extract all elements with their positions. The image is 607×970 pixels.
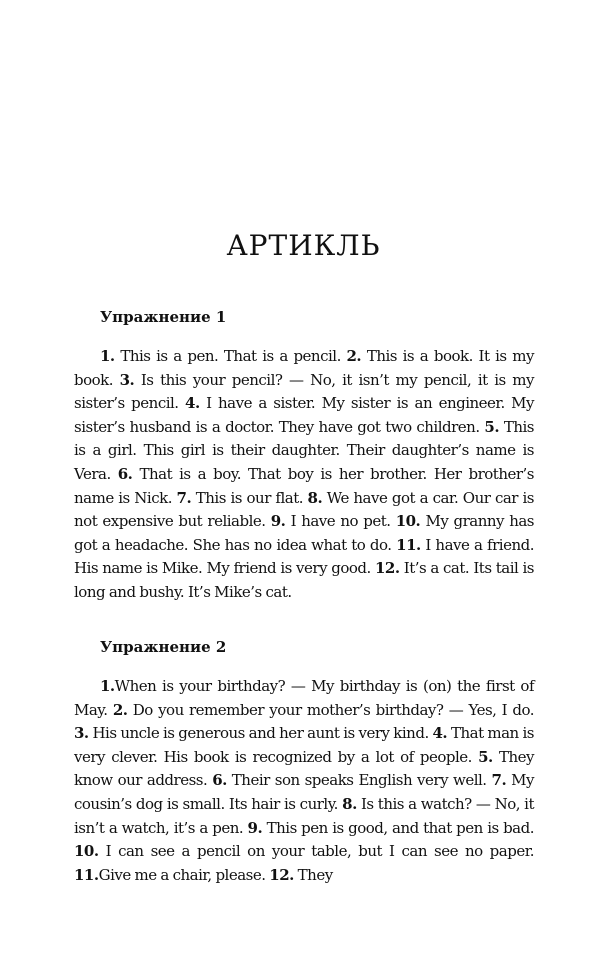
item-text: That man is very clever. His book is recognized by a lot of people. — [74, 724, 534, 766]
item-number: 12. — [269, 865, 294, 884]
item-text: When is your birthday? — My birthday is (on) the first of May. — [74, 677, 534, 719]
item-number: 12. — [374, 559, 400, 578]
item-text: Is this a watch? — No, it isn’t a watch, it’s a pen. — [74, 794, 535, 837]
item-text: My cousin’s dog is small. Its hair is curly. — [74, 771, 534, 813]
item-number: 4. — [185, 394, 200, 413]
item-text: Give me a chair, please. — [98, 865, 270, 884]
exercise-2 — [74, 635, 534, 887]
exercise-item — [177, 489, 308, 507]
item-number: 6. — [117, 464, 133, 483]
item-text: It’s a cat. Its tail is long and bushy. It’s Mike’s cat. — [74, 559, 534, 601]
exercise-heading: Упражнение 2 — [100, 638, 227, 656]
item-number: 5. — [484, 417, 500, 436]
item-number: 8. — [307, 488, 323, 507]
item-text: Do you remember your mother’s birthday? — Yes, I do. — [127, 700, 534, 719]
exercise-item — [212, 771, 491, 789]
exercise-item — [113, 701, 534, 719]
item-text: They know our address. — [74, 747, 534, 790]
item-text: Is this your pencil? — No, it isn’t my pencil, it is my sister’s pencil. — [74, 370, 534, 413]
exercise-item — [248, 819, 534, 837]
item-text: My granny has got a headache. She has no idea what to do. — [74, 512, 535, 554]
item-number: 1. — [100, 677, 115, 695]
item-text: His uncle is generous and her aunt is very kind. — [88, 724, 433, 743]
exercise-item — [100, 347, 347, 365]
chapter-title: АРТИКЛЬ — [226, 229, 381, 262]
item-number: 3. — [119, 370, 135, 389]
item-text: This is a book. It is my book. — [74, 347, 534, 389]
item-text: I can see a pencil on your table, but I can see no paper. — [98, 842, 534, 861]
item-text: This is our flat. — [191, 488, 308, 507]
item-text: We have got a car. Our car is not expensive but reliable. — [74, 488, 534, 531]
item-number: 4. — [432, 724, 448, 743]
item-number: 2. — [346, 347, 362, 365]
exercise-item — [269, 866, 332, 884]
item-number: 9. — [247, 818, 263, 837]
item-text: This pen is good, and that pen is bad. — [262, 818, 534, 837]
item-text: They — [293, 865, 333, 884]
exercise-heading: Упражнение 1 — [100, 308, 227, 326]
exercise-item — [74, 866, 269, 884]
item-text: Their son speaks English very well. — [226, 771, 492, 790]
item-number: 11. — [396, 535, 421, 554]
item-text: I have a sister. My sister is an engineer. My sister’s husband is a doctor. They have got two children. — [74, 394, 534, 436]
item-number: 5. — [478, 747, 493, 766]
exercise-text — [74, 675, 534, 887]
item-number: 9. — [270, 512, 286, 531]
exercise-item — [74, 724, 433, 742]
item-number: 2. — [112, 700, 128, 719]
exercise-1 — [74, 305, 534, 605]
item-text: I have no pet. — [285, 512, 396, 531]
exercise-text — [74, 345, 534, 605]
item-number: 10. — [395, 512, 421, 531]
item-text: This is a girl. This girl is their daughter. Their daughter’s name is Vera. — [74, 417, 534, 483]
item-number: 11. — [74, 865, 99, 884]
item-number: 10. — [74, 842, 99, 861]
item-number: 1. — [100, 347, 115, 365]
item-number: 8. — [342, 794, 357, 813]
item-number: 7. — [491, 771, 507, 790]
exercise-item — [271, 512, 396, 530]
item-number: 3. — [74, 724, 89, 743]
item-text: That is a boy. That boy is her brother. Her brother’s name is Nick. — [74, 464, 534, 507]
item-text: This is a pen. That is a pencil. — [114, 347, 347, 365]
item-number: 6. — [212, 771, 227, 790]
item-text: I have a friend. His name is Mike. My friend is very good. — [74, 535, 534, 578]
exercise-item — [74, 842, 534, 860]
item-number: 7. — [176, 488, 192, 507]
